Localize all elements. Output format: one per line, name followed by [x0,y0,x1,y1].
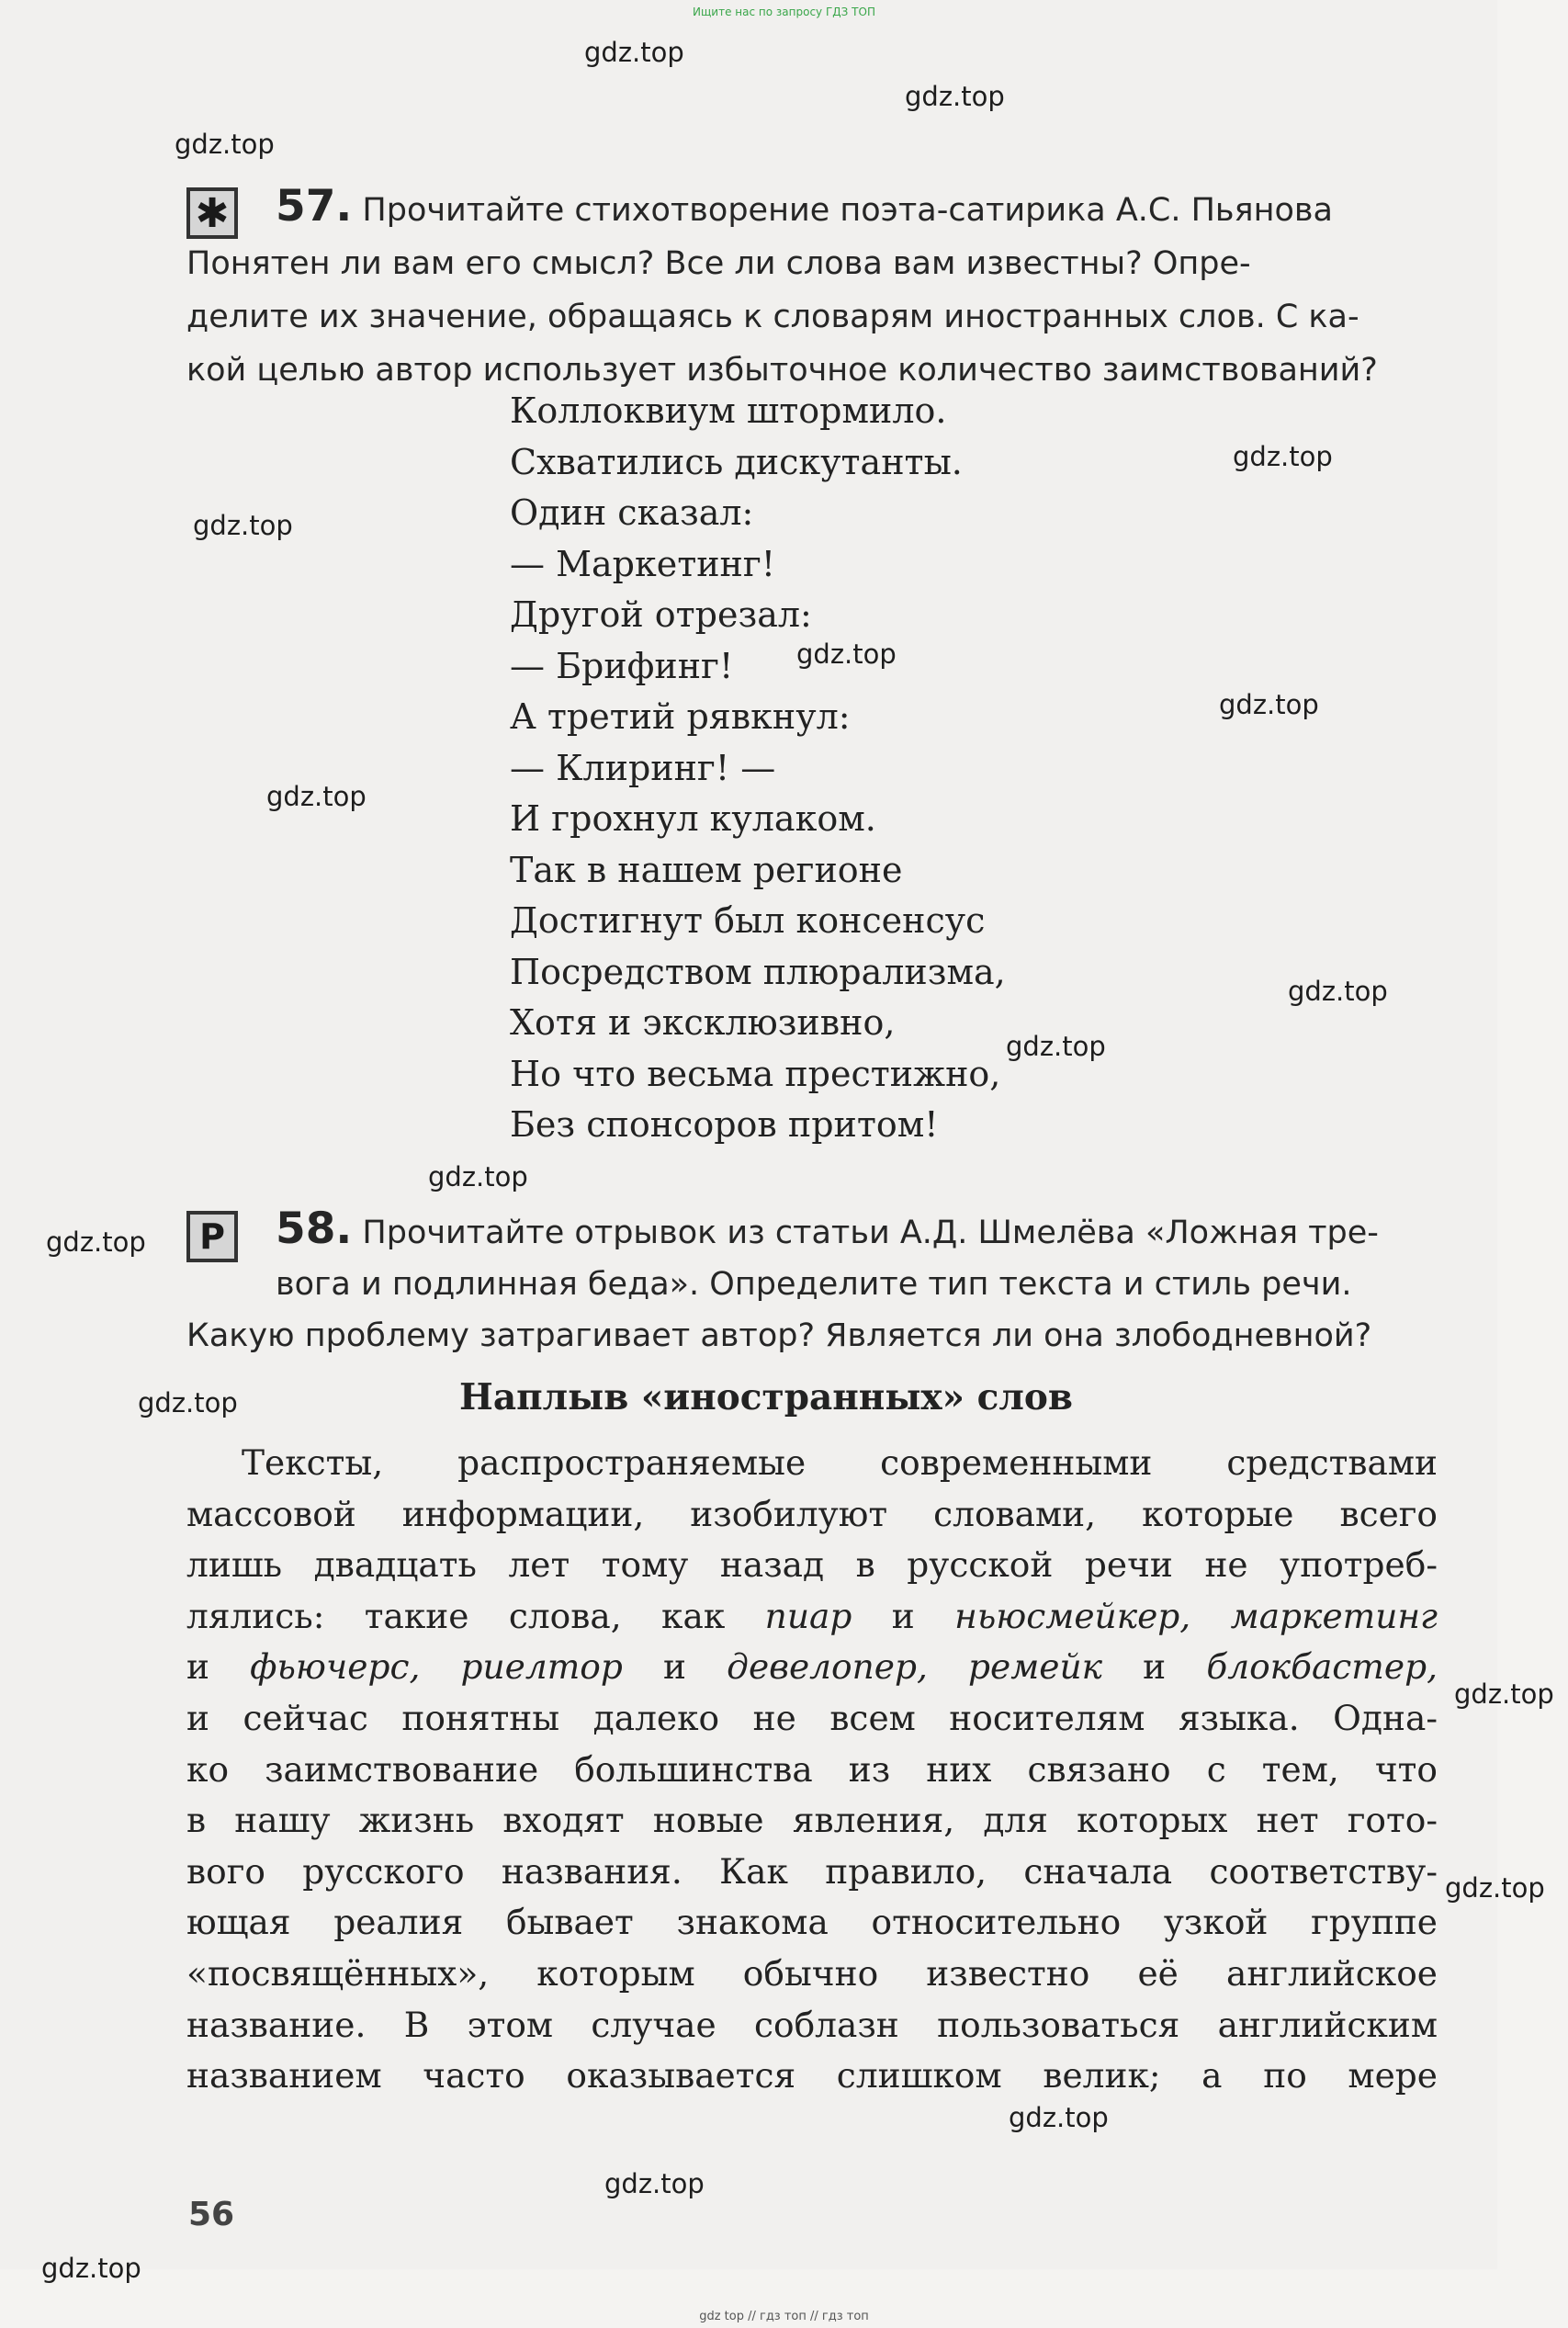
article-text: и [1102,1646,1207,1688]
article-line: ко заимствование большинства из них связано с тем, что [186,1748,1438,1790]
task-57-text [186,180,1436,397]
article-line: в нашу жизнь входят новые явления, для которых нет гото- [186,1800,1438,1841]
task-58-text [186,1204,1436,1362]
article-term: девелопер, ремейк [727,1646,1103,1688]
poem-line: Достигнут был консенсус [510,900,986,941]
poem-line: Хотя и эксклюзивно, [510,1002,896,1043]
article-line: массовой информации, изобилуют словами, которые всего [186,1493,1438,1534]
poem-line: — Маркетинг! [510,543,776,584]
task-57-line: Понятен ли вам его смысл? Все ли слова вам известны? Опре- [186,245,1251,282]
watermark: gdz.top [41,2253,141,2284]
article-term: блокбастер, [1206,1646,1438,1688]
asterisk-icon: ✱ [195,189,230,237]
poem-line: Но что весьма престижно, [510,1053,1001,1094]
article-text: и [186,1646,251,1688]
article-line [186,1642,1438,1693]
article-line: «посвящённых», которым обычно известно её английское [186,1952,1438,1994]
top-note: Ищите нас по запросу ГДЗ ТОП [693,6,875,18]
task-57-line: кой целью автор использует избыточное количество заимствований? [186,352,1378,389]
task-58-number: 58. [276,1204,353,1254]
poem-line: И грохнул кулаком. [510,798,876,839]
page-number: 56 [188,2196,235,2233]
poem-line: Коллоквиум штормило. [510,390,947,431]
task-58-line: Прочитайте отрывок из статьи А.Д. Шмелёва «Ложная тре- [362,1215,1379,1251]
watermark: gdz.top [1288,976,1388,1007]
article-title: Наплыв «иностранных» слов [459,1376,1073,1418]
task-57-number: 57. [276,181,353,232]
watermark: gdz.top [1454,1678,1554,1710]
article-line: названием часто оказывается слишком велик; а по мере [186,2055,1438,2096]
article-line: Тексты, распространяемые современными средствами [242,1442,1438,1483]
article-text: и [622,1646,728,1688]
watermark: gdz.top [604,2168,705,2199]
poem-line: Один сказал: [510,492,754,533]
article-line: название. В этом случае соблазн пользоваться английским [186,2004,1438,2045]
task-58-line: Какую проблему затрагивает автор? Является ли она злободневной? [186,1317,1372,1354]
bottom-note: gdz top // гдз топ // гдз топ [699,2310,869,2323]
poem-line: Схватились дискутанты. [510,441,963,482]
article-text: лялись: такие слова, как [186,1595,765,1636]
article-line: ющая реалия бывает знакома относительно узкой группе [186,1902,1438,1943]
poem-line: Другой отрезал: [510,594,812,635]
article-line: вого русского названия. Как правило, сначала соответству- [186,1850,1438,1892]
watermark: gdz.top [905,81,1005,112]
task-58-line: вога и подлинная беда». Определите тип текста и стиль речи. [276,1266,1352,1303]
poem-line: — Клиринг! — [510,747,776,788]
watermark: gdz.top [1006,1031,1106,1062]
watermark: gdz.top [584,37,684,68]
task-57-line: делите их значение, обращаясь к словарям иностранных слов. С ка- [186,299,1359,335]
watermark: gdz.top [1233,441,1333,472]
poem-line: Без спонсоров притом! [510,1104,939,1145]
watermark: gdz.top [138,1387,238,1418]
poem-line: А третий рявкнул: [510,696,851,737]
watermark: gdz.top [1219,689,1319,720]
letter-r-icon: Р [199,1216,225,1257]
watermark: gdz.top [1009,2102,1109,2133]
poem-line: Так в нашем регионе [510,849,903,890]
task-57-line: Прочитайте стихотворение поэта-сатирика А.С. Пьянова [362,192,1333,229]
poem-line: — Брифинг! [510,645,734,686]
poem [510,386,1006,1151]
article-term: пиар [764,1595,852,1636]
watermark: gdz.top [428,1161,528,1192]
article-line: лишь двадцать лет тому назад в русской речи не употреб- [186,1544,1438,1586]
article-text: и [852,1595,955,1636]
watermark: gdz.top [193,510,293,541]
poem-line: Посредством плюрализма, [510,951,1006,992]
article-body [186,1438,1438,2102]
article-term: фьючерс, риелтор [250,1646,623,1688]
watermark: gdz.top [796,639,897,670]
article-line [186,1591,1438,1643]
article-term: ньюсмейкер, маркетинг [954,1595,1438,1636]
watermark: gdz.top [46,1226,146,1258]
article-line: и сейчас понятны далеко не всем носителям языка. Одна- [186,1697,1438,1738]
watermark: gdz.top [175,129,275,160]
watermark: gdz.top [1445,1872,1545,1904]
watermark: gdz.top [266,781,367,812]
